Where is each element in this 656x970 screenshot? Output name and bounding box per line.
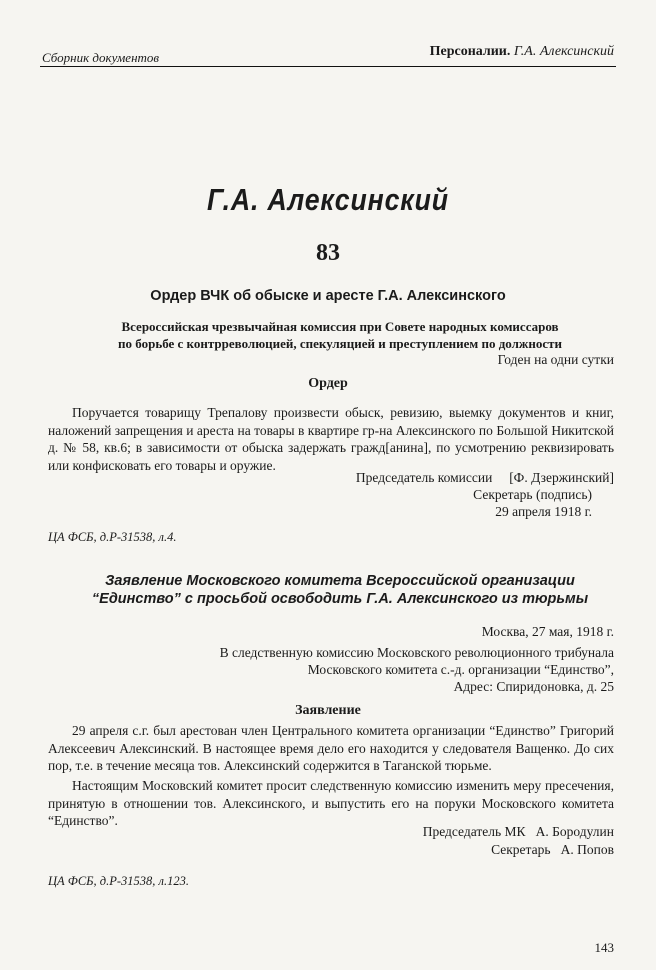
statement-paragraph-2-text: Настоящим Московский комитет просит следственную комиссию изменить меру пресечения, принятую в отношении тов. Алексинского, и выпустить его на поруки Московского комитета “Единство”. — [48, 778, 614, 828]
validity-note: Годен на одни сутки — [497, 352, 614, 367]
statement-title — [60, 572, 620, 608]
order-signature-secretary: Секретарь (подпись) — [473, 487, 592, 502]
running-header-left: Сборник документов — [42, 50, 160, 65]
page-number: 143 — [594, 940, 614, 955]
statement-heading: Заявление — [295, 703, 361, 718]
statement-addressee-line-1: В следственную комиссию Московского революционного трибунала — [219, 645, 614, 660]
statement-paragraph-1 — [48, 722, 614, 775]
running-header-section: Персоналии. — [429, 44, 511, 59]
agency-name — [60, 318, 620, 352]
order-chairman-name: [Ф. Дзержинский] — [509, 470, 614, 485]
statement-title-line-1: Заявление Московского комитета Всероссийской организации — [105, 573, 575, 589]
statement-secretary-name: А. Попов — [560, 842, 614, 857]
statement-paragraph-1-text: 29 апреля с.г. был арестован член Центрального комитета организации “Единство” Григорий Алексеевич Алексинский. В настоящее время дело его находится у следователя Ващенко. До сих пор, т.е. в течение месяца тов. Алексинский содержится в Таганской тюрьме. — [48, 723, 614, 773]
statement-signature-chairman — [423, 824, 614, 840]
header-rule — [40, 66, 616, 67]
statement-archive-ref: ЦА ФСБ, д.Р-31538, л.123. — [48, 874, 189, 888]
order-archive-ref: ЦА ФСБ, д.Р-31538, л.4. — [48, 530, 177, 544]
statement-addressee-line-2: Московского комитета с.-д. организации “Единство”, — [307, 662, 614, 677]
statement-address: Адрес: Спиридоновка, д. 25 — [453, 679, 614, 694]
order-heading: Ордер — [308, 376, 348, 391]
statement-signature-secretary — [491, 842, 614, 858]
order-date: 29 апреля 1918 г. — [495, 504, 592, 519]
statement-title-line-2: “Единство” с просьбой освободить Г.А. Алексинского из тюрьмы — [91, 591, 589, 607]
statement-chairman-name: А. Бородулин — [535, 824, 614, 839]
running-header-person: Г.А. Алексинский — [513, 44, 614, 59]
author-heading: Г.А. Алексинский — [207, 182, 449, 217]
order-title: Ордер ВЧК об обыске и аресте Г.А. Алексинского — [150, 288, 506, 304]
order-signature-chairman — [356, 470, 614, 486]
statement-paragraph-2 — [48, 777, 614, 830]
agency-line-2: по борьбе с контрреволюцией, спекуляцией и преступлением по должности — [118, 336, 562, 351]
statement-place-date: Москва, 27 мая, 1918 г. — [481, 624, 614, 639]
order-chairman-label: Председатель комиссии — [355, 470, 493, 485]
statement-chairman-label: Председатель МК — [422, 824, 526, 839]
order-body-text: Поручается товарищу Трепалову произвести обыск, ревизию, выемку документов и книг, наложений запрещения и ареста на товары в квартире гр-на Алексинского по Большой Никитской д. № 58, кв.6; в зависимости от обыска задержать гражд[анина], по усмотрению реквизировать или конфисковать его товары и оружие. — [48, 405, 614, 473]
running-header-right — [430, 44, 614, 60]
statement-secretary-label: Секретарь — [491, 842, 551, 857]
agency-line-1: Всероссийская чрезвычайная комиссия при Совете народных комиссаров — [121, 319, 559, 334]
document-number: 83 — [316, 240, 340, 266]
order-body — [48, 404, 614, 474]
